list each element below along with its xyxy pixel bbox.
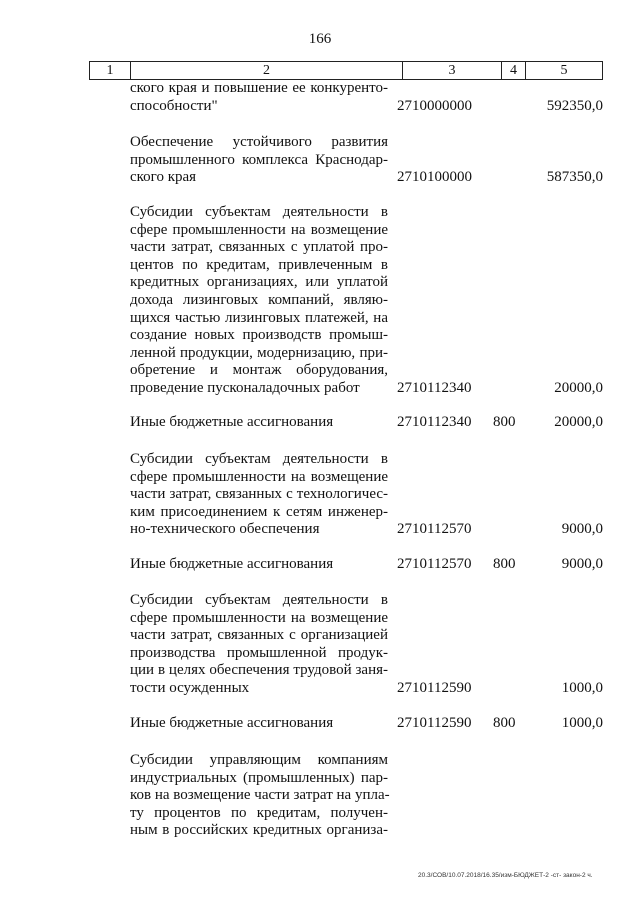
description-line: ленной продукции, модернизацию, при- [130,344,388,361]
description-line: сфере промышленности на возмещение [130,468,388,485]
amount: 20000,0 [554,414,603,430]
description-line: дохода лизинговых компаний, являю- [130,291,388,308]
description-line: Иные бюджетные ассигнования [130,715,334,731]
amount: 592350,0 [546,97,603,114]
description-line: ского края и повышение ее конкуренто- [130,80,388,96]
expense-type-code: 800 [493,414,516,430]
row-description [130,715,388,733]
description-line: обретение и монтаж оборудования, [130,362,388,379]
target-code: 2710112570 [397,521,472,538]
row-description [130,204,388,398]
target-code: 2710112340 [397,414,472,430]
table-header [89,61,603,80]
description-line: сфере промышленности на возмещение [130,221,388,238]
description-line: Субсидии субъектам деятельности в [130,204,388,220]
description-line: создание новых производств промыш- [130,327,388,344]
amount: 9000,0 [561,521,603,538]
target-code: 2710112340 [397,380,472,396]
description-line: индустриальных (промышленных) пар- [130,769,388,786]
description-line: тости осужденных [130,679,250,696]
description-line: щихся частью лизинговых платежей, на [130,309,388,326]
description-line: Субсидии субъектам деятельности в [130,451,388,467]
row-description [130,592,388,698]
description-line: ным в российских кредитных организа- [130,822,388,839]
description-line: промышленного комплекса Краснодар- [130,151,388,168]
row-description [130,556,388,574]
amount: 1000,0 [561,715,603,731]
description-line: но-технического обеспечения [130,521,320,538]
target-code: 2710112590 [397,715,472,731]
description-line: кредитных организациях, или уплатой [130,274,388,291]
description-line: Иные бюджетные ассигнования [130,556,334,572]
description-line: части затрат, связанных с технологичес- [130,486,388,503]
description-line: Иные бюджетные ассигнования [130,414,334,430]
row-description [130,451,388,539]
row-description [130,80,388,115]
amount: 20000,0 [554,380,603,396]
header-col-3: 3 [403,62,502,79]
amount: 9000,0 [561,556,603,572]
row-description [130,414,388,432]
row-description [130,134,388,187]
description-line: способности" [130,97,218,114]
header-col-5: 5 [560,63,568,78]
target-code: 2710112570 [397,556,472,572]
footer-stamp: 20.3/СОВ/10.07.2018/16.35/изм-БЮДЖЕТ-2 -ст- закон-2 ч. [418,872,593,879]
amount: 1000,0 [561,680,603,696]
description-line: проведение пусконаладочных работ [130,379,360,396]
description-line: ции в целях обеспечения трудовой заня- [130,662,388,679]
description-line: центов по кредитам, привлеченным в [130,256,388,273]
description-line: Субсидии субъектам деятельности в [130,592,388,608]
description-line: части затрат, связанных с организацией [130,627,388,644]
description-line: ким присоединением к сетям инженер- [130,503,388,520]
target-code: 2710100000 [397,169,472,186]
header-col-1: 1 [90,62,131,79]
description-line: производства промышленной продук- [130,644,388,661]
expense-type-code: 800 [493,715,516,731]
description-line: ту процентов по кредитам, получен- [130,804,388,821]
description-line: Обеспечение устойчивого развития [130,134,388,150]
description-line: части затрат, связанных с уплатой про- [130,239,388,256]
page-number: 166 [308,31,332,47]
row-description [130,752,388,840]
description-line: Субсидии управляющим компаниям [130,752,388,768]
description-line: ков на возмещение части затрат на упла- [130,787,390,804]
expense-type-code: 800 [493,556,516,572]
target-code: 2710000000 [397,97,472,114]
header-col-2: 2 [131,62,403,79]
amount: 587350,0 [546,169,603,186]
target-code: 2710112590 [397,680,472,696]
header-col-4: 4 [502,62,526,79]
description-line: сфере промышленности на возмещение [130,609,388,626]
description-line: ского края [130,169,197,186]
